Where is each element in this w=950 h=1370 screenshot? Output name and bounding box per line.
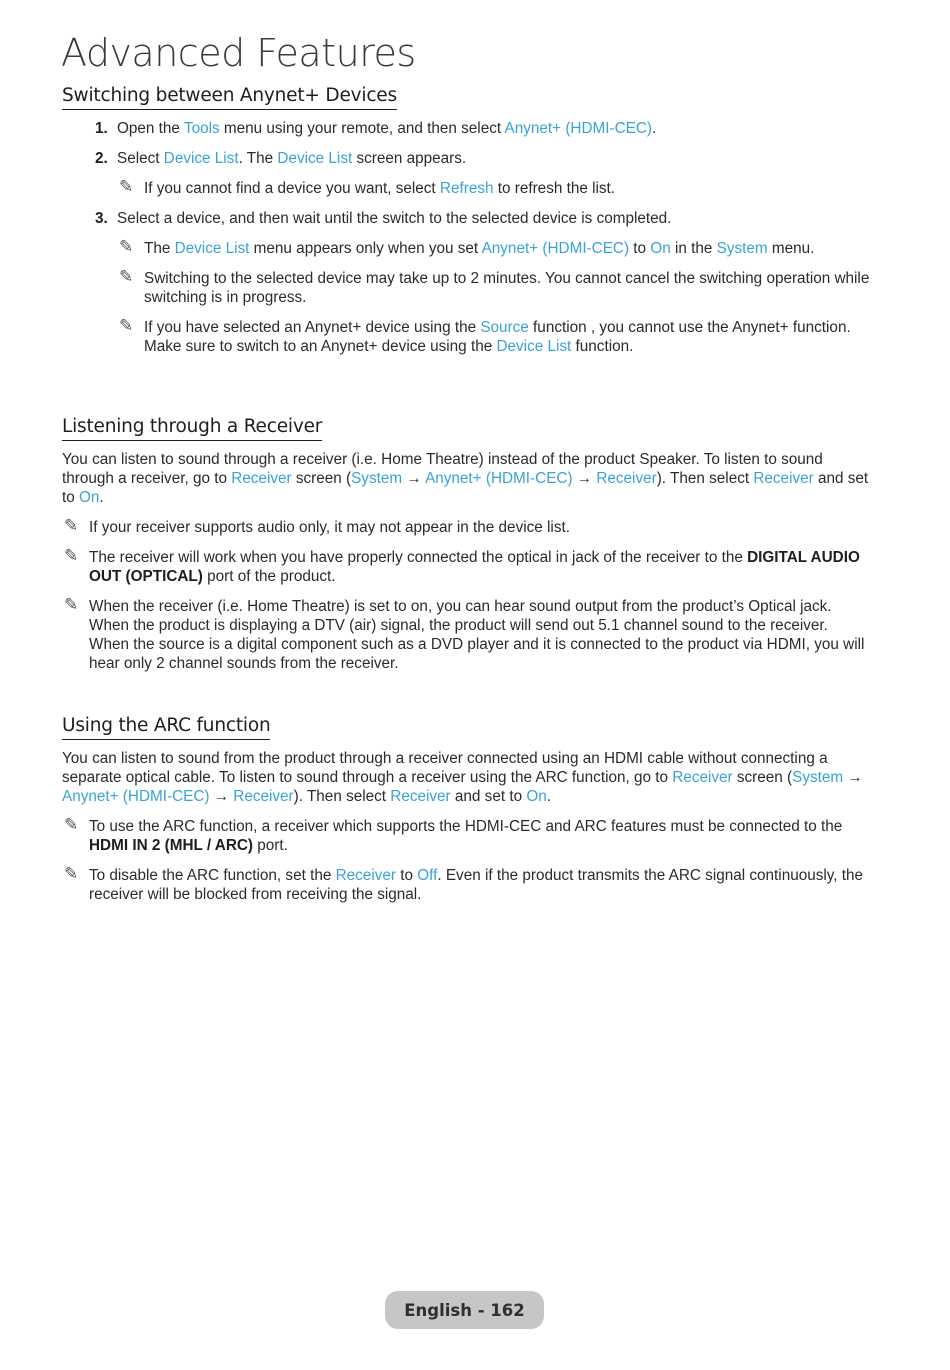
menu-term-anynet: Anynet+ (HDMI-CEC) <box>62 788 210 805</box>
menu-term-receiver: Receiver <box>753 470 814 487</box>
menu-term-on: On <box>526 788 547 805</box>
text-run: menu using your remote, and then select <box>219 120 505 137</box>
pencil-note-icon: ✎ <box>64 595 79 615</box>
menu-term-system: System <box>716 240 768 257</box>
menu-term-on: On <box>650 240 671 257</box>
menu-term-receiver: Receiver <box>390 788 451 805</box>
text-run: . Even if the product transmits the ARC signal continuously, the receiver will be blocked from receiving the signal. <box>89 867 864 903</box>
section-switching-devices <box>62 84 872 356</box>
menu-term-anynet: Anynet+ (HDMI-CEC) <box>425 470 573 487</box>
text-run: . <box>652 120 657 137</box>
menu-term-device-list: Device List <box>163 150 239 167</box>
pencil-note-icon: ✎ <box>64 516 79 536</box>
step-number: 2. <box>95 150 108 167</box>
text-run: and set to <box>450 788 527 805</box>
arc-note-2 <box>62 866 872 904</box>
pencil-note-icon: ✎ <box>64 546 79 566</box>
text-run: ). Then select <box>656 470 754 487</box>
step-3-note-1 <box>117 239 872 258</box>
text-run: Select a device, and then wait until the switch to the selected device is completed. <box>117 210 672 227</box>
text-run: screen ( <box>732 769 793 786</box>
section-arc-function <box>62 714 872 904</box>
menu-term-system: System <box>792 769 844 786</box>
pencil-note-icon: ✎ <box>119 177 134 197</box>
pencil-note-icon: ✎ <box>119 237 134 257</box>
arrow-glyph: → <box>402 470 426 487</box>
menu-term-device-list: Device List <box>277 150 353 167</box>
text-run: port. <box>253 837 288 854</box>
menu-term-anynet: Anynet+ (HDMI-CEC) <box>504 120 652 137</box>
menu-term-receiver: Receiver <box>231 470 292 487</box>
menu-term-anynet: Anynet+ (HDMI-CEC) <box>481 240 630 257</box>
text-run: . <box>546 788 551 805</box>
section-paragraph <box>62 749 872 806</box>
receiver-note-1 <box>62 518 872 537</box>
text-run: in the <box>670 240 717 257</box>
text-run: If your receiver supports audio only, it may not appear in the device list. <box>89 519 570 536</box>
receiver-note-3 <box>62 597 872 673</box>
step-2 <box>62 149 872 168</box>
text-run: . <box>99 489 104 506</box>
text-run: Switching to the selected device may take up to 2 minutes. You cannot cancel the switching operation while switching is in progress. <box>144 270 870 306</box>
page-title: Advanced Features <box>61 31 416 75</box>
menu-term-receiver: Receiver <box>335 867 396 884</box>
text-run: screen appears. <box>352 150 467 167</box>
text-run: to <box>629 240 651 257</box>
section-heading: Using the ARC function <box>62 714 270 740</box>
menu-term-receiver: Receiver <box>233 788 294 805</box>
arrow-glyph: → <box>209 788 234 805</box>
text-run: Open the <box>117 120 184 137</box>
text-run: ). Then select <box>293 788 391 805</box>
menu-term-off: Off <box>417 867 438 884</box>
page-number-badge <box>385 1291 544 1329</box>
text-run: menu. <box>767 240 815 257</box>
arrow-glyph: → <box>572 470 597 487</box>
text-run: The <box>144 240 175 257</box>
step-2-note <box>117 179 872 198</box>
text-run: To disable the ARC function, set the <box>89 867 336 884</box>
text-run: and set to <box>62 470 869 506</box>
section-listening-receiver <box>62 415 872 673</box>
pencil-note-icon: ✎ <box>119 316 134 336</box>
menu-term-receiver: Receiver <box>596 470 657 487</box>
arc-note-1 <box>62 817 872 855</box>
port-name-digital-audio-out: DIGITAL AUDIO OUT (OPTICAL) <box>89 549 860 585</box>
step-3 <box>62 209 872 228</box>
text-run: You can listen to sound through a receiver (i.e. Home Theatre) instead of the product Speaker. To listen to sound through a receiver, go to <box>62 451 823 487</box>
text-run: port of the product. <box>202 568 336 585</box>
receiver-note-2 <box>62 548 872 586</box>
menu-term-device-list: Device List <box>496 338 572 355</box>
text-run: When the receiver (i.e. Home Theatre) is set to on, you can hear sound output from the product’s Optical jack. When the product is displaying a DTV (air) signal, the product will send out 5.1 channel sound to the receiver. When the source is a digital component such as a DVD player and it is connected to the product via HDMI, you will hear only 2 channel sounds from the receiver. <box>89 598 865 672</box>
step-3-note-3 <box>117 318 872 356</box>
port-name-hdmi-in-2: HDMI IN 2 (MHL / ARC) <box>89 837 254 854</box>
pencil-note-icon: ✎ <box>119 267 134 287</box>
text-run: The receiver will work when you have properly connected the optical in jack of the receiver to the <box>89 549 748 566</box>
menu-term-system: System <box>351 470 403 487</box>
page-number-label: English - 162 <box>404 1300 525 1320</box>
menu-term-device-list: Device List <box>174 240 250 257</box>
pencil-note-icon: ✎ <box>64 864 79 884</box>
text-run: You can listen to sound from the product through a receiver connected using an HDMI cable without connecting a separate optical cable. To listen to sound through a receiver using the ARC function, go to <box>62 750 828 786</box>
pencil-note-icon: ✎ <box>64 815 79 835</box>
step-1 <box>62 119 872 138</box>
text-run: If you have selected an Anynet+ device using the <box>144 319 481 336</box>
text-run: Select <box>117 150 164 167</box>
section-heading: Listening through a Receiver <box>62 415 322 441</box>
text-run: to refresh the list. <box>493 180 616 197</box>
text-run: menu appears only when you set <box>249 240 482 257</box>
step-3-note-2 <box>117 269 872 307</box>
text-run: . The <box>238 150 278 167</box>
text-run: To use the ARC function, a receiver which supports the HDMI-CEC and ARC features must be connected to the <box>89 818 843 835</box>
text-run: function , you cannot use the Anynet+ function. Make sure to switch to an Anynet+ device using the <box>144 319 851 355</box>
step-number: 1. <box>95 120 108 137</box>
menu-term-on: On <box>79 489 100 506</box>
step-number: 3. <box>95 210 108 227</box>
text-run: screen ( <box>291 470 352 487</box>
text-run: function. <box>571 338 634 355</box>
arrow-glyph: → <box>843 769 863 786</box>
menu-term-source: Source <box>480 319 529 336</box>
text-run: to <box>395 867 418 884</box>
menu-term-tools: Tools <box>183 120 220 137</box>
text-run: If you cannot find a device you want, select <box>144 180 440 197</box>
section-heading: Switching between Anynet+ Devices <box>62 84 397 110</box>
menu-term-refresh: Refresh <box>439 180 494 197</box>
section-paragraph <box>62 450 872 507</box>
menu-term-receiver: Receiver <box>672 769 733 786</box>
